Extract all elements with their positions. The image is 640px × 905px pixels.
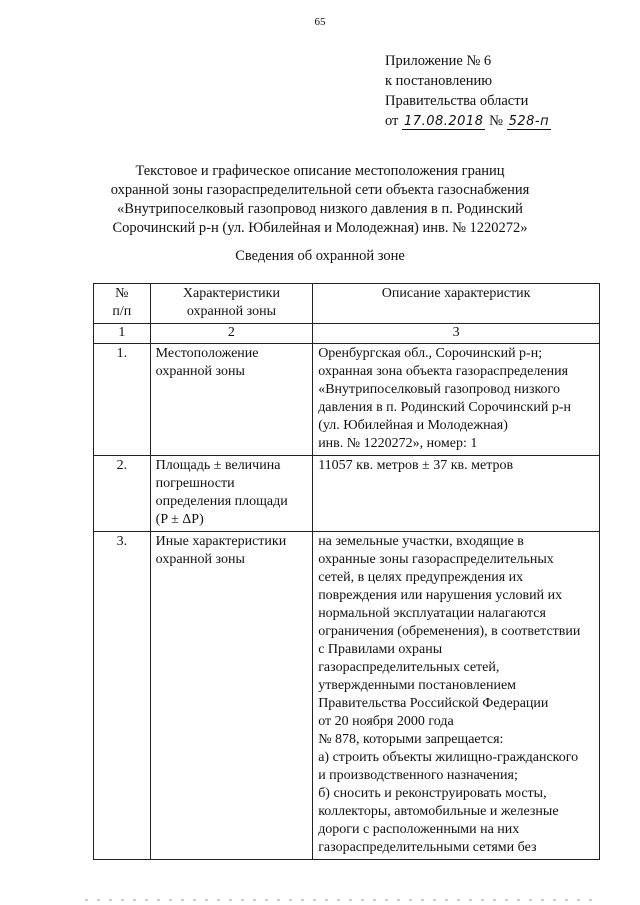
table-row	[94, 456, 600, 532]
row-characteristic: Площадь ± величина погрешности определения площади (P ± ΔP)	[150, 456, 313, 532]
table-row	[94, 532, 600, 860]
table-row	[94, 344, 600, 456]
title-line-3: «Внутрипоселковый газопровод низкого давления в п. Родинский	[117, 201, 523, 217]
row-description: Оренбургская обл., Сорочинский р-н; охранная зона объекта газораспределения «Внутрипоселковый газопровод низкого давления в п. Родинский Сорочинский р-н (ул. Юбилейная и Молодежная) инв. № 1220272», номер: 1	[313, 344, 600, 456]
row-characteristic: Иные характеристики охранной зоны	[150, 532, 313, 860]
zone-info-table	[93, 283, 600, 860]
row-number: 2.	[94, 456, 151, 532]
number-label: №	[489, 113, 503, 129]
title-line-2: охранной зоны газораспределительной сети объекта газоснабжения	[110, 182, 530, 198]
title-line-4: Сорочинский р-н (ул. Юбилейная и Молодежная) инв. № 1220272»	[112, 220, 528, 236]
row-description: на земельные участки, входящие в охранные зоны газораспределительных сетей, в целях предупреждения их повреждения или нарушения условий их нормальной эксплуатации налагаются ограничения (обременения), в соответствии с Правилами охраны газораспределительных сетей, утвержденными постановлением Правительства Российской Федерации от 20 ноября 2000 года № 878, которыми запрещается: а) строить объекты жилищно-гражданского и производственного назначения; б) сносить и реконструировать мосты, коллекторы, автомобильные и железные дороги с расположенными на них газораспределительными сетями без	[313, 532, 600, 860]
section-title: Сведения об охранной зоне	[235, 248, 405, 264]
annex-line-3: Правительства области	[385, 93, 529, 109]
annex-line-2: к постановлению	[385, 73, 493, 89]
scan-edge-mark	[0, 895, 640, 905]
row-characteristic: Местоположение охранной зоны	[150, 344, 313, 456]
from-label: от	[385, 113, 399, 129]
handwritten-date: 17.08.2018	[404, 114, 484, 129]
row-description: 11057 кв. метров ± 37 кв. метров	[313, 456, 600, 532]
annex-block	[385, 51, 551, 132]
column-number: 3	[313, 324, 600, 344]
column-number: 1	[94, 324, 151, 344]
annex-line-1: Приложение № 6	[385, 53, 492, 69]
header-number: № п/п	[94, 284, 151, 324]
page-number: 65	[314, 16, 326, 28]
annex-date-number-line	[385, 111, 551, 132]
row-number: 1.	[94, 344, 151, 456]
title-line-1: Текстовое и графическое описание местоположения границ	[135, 163, 505, 179]
document-title	[0, 162, 640, 238]
column-number-row	[94, 324, 600, 344]
table-header-row	[94, 284, 600, 324]
header-characteristic: Характеристики охранной зоны	[150, 284, 313, 324]
header-description: Описание характеристик	[313, 284, 600, 324]
row-number: 3.	[94, 532, 151, 860]
handwritten-number: 528-п	[508, 114, 550, 129]
column-number: 2	[150, 324, 313, 344]
